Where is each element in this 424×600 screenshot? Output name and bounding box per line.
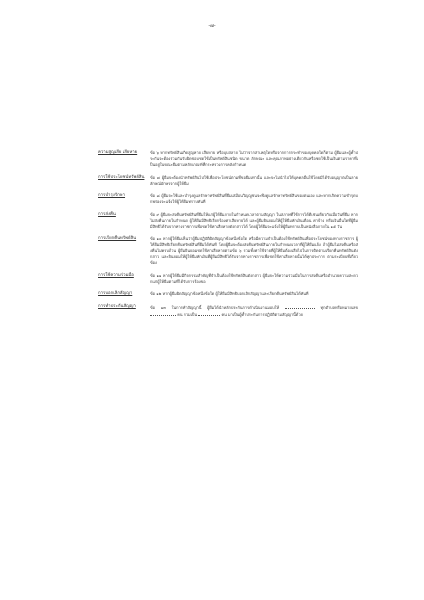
clause-text: คน รวมเป็น (176, 311, 199, 317)
clause-title: ความสูญเสีย เสียหาย (98, 150, 138, 155)
clause-body (150, 304, 358, 318)
clause-guarantee (98, 304, 358, 318)
fill-in-blank (285, 304, 315, 309)
clause-title: การส่งคืน (98, 211, 116, 217)
clause-text: ทุกตำบลหรือหมายเลข (314, 304, 358, 310)
page-number: -๗- (208, 23, 216, 29)
clause-body: ข้อ ๖ หากทรัพย์สินเกิดสูญหาย เสียหาย หรือบุบสลาย ไม่ว่าจากสาเหตุใดหรือจากการกระทำของบุคคลใดก็ตาม ผู้ยืมและผู้ค้ำประกันจะต้องร่วมกันรับผิดชอบชดใช้เป็นทรัพย์สินชนิด ขนาด ลักษณะ และคุณภาพอย่างเดียวกันหรือชดใช้เป็นเงินตามราคาที่เป็นอยู่ในขณะยืมตามหลักเกณฑ์ที่กระทรวงการคลังกำหนด (150, 150, 358, 167)
clause-text: คน มาเป็นผู้ค้ำประกันการปฏิบัติตามสัญญานี้ด้วย (220, 311, 303, 317)
clause-body: ข้อ ๑๐ หากผู้ให้ยืมเห็นว่าผู้ยืมปฏิบัติผิดสัญญาข้อหนึ่งข้อใด หรือมีความจำเป็นต้องใช้ทรัพย์สินเพื่อประโยชน์ของทางราชการ ผู้ให้ยืมมีสิทธิเรียกคืนทรัพย์สินที่ยืมได้ทันที โดยผู้ยืมจะต้องส่งคืนทรัพย์สินภายในกำหนดเวลาที่ผู้ให้ยืมแจ้ง ถ้าผู้ยืมไม่ส่งคืนหรือส่งคืนไม่ครบถ้วน ผู้ยืมยินยอมชดใช้ค่าเสียหายตามข้อ ๖ รวมทั้งค่าใช้จ่ายที่ผู้ให้ยืมต้องเสียไปในการติดตามเรียกคืนทรัพย์สินดังกล่าว และยินยอมให้ผู้ให้ยืมหักเงินที่ผู้ยืมมีสิทธิได้รับจากทางราชการเพื่อชดใช้ค่าเสียหายนั้นได้ทุกประการ ตามระเบียบที่เกี่ยวข้อง (150, 236, 358, 265)
clause-return (98, 212, 358, 230)
clause-use (98, 175, 358, 187)
clauses-list (98, 150, 358, 324)
clause-title: การเรียกคืนทรัพย์สิน (98, 236, 137, 241)
clause-body: ข้อ ๗ ผู้ยืมจะต้องนำทรัพย์สินไปใช้เพื่อประโยชน์ตามที่ขอยืมเท่านั้น และจะไม่นำไปให้บุคคลอื่นใช้โดยมิได้รับอนุญาตเป็นลายลักษณ์อักษรจากผู้ให้ยืม (150, 174, 358, 186)
clause-body: ข้อ ๑๑ หากผู้ให้ยืมมีกิจกรรมสำคัญที่จำเป็นต้องใช้ทรัพย์สินดังกล่าว ผู้ยืมจะให้ความร่วมมือในการส่งคืนหรืออำนวยความสะดวกแก่ผู้ให้ยืมตามที่ได้รับการร้องขอ (150, 272, 358, 284)
clause-body: ข้อ ๙ ผู้ยืมจะส่งคืนทรัพย์สินที่ยืมให้แก่ผู้ให้ยืมภายในกำหนดเวลาตามสัญญา ในสภาพที่ใช้การได้ดีเช่นเดียวกับเมื่อวันที่ยืม หากไม่ส่งคืนภายในกำหนด ผู้ให้ยืมมีสิทธิเรียกร้องค่าเสียหายได้ และผู้ยืมยินยอมให้ผู้ให้ยืมหักเงินเดือน ค่าจ้าง หรือเงินอื่นใดที่ผู้ยืมมีสิทธิได้รับจากทางราชการเพื่อชดใช้ค่าเสียหายดังกล่าวได้ โดยผู้ให้ยืมจะแจ้งให้ผู้ยืมทราบเป็นหนังสือภายใน ๑๕ วัน (150, 211, 358, 229)
clause-title: การทำประกันสัญญา (98, 303, 136, 309)
clause-termination (98, 291, 358, 297)
clause-body: ข้อ ๑๒ หากผู้ยืมผิดสัญญาข้อหนึ่งข้อใด ผู้ให้ยืมมีสิทธิบอกเลิกสัญญาและเรียกคืนทรัพย์สินได้ทันที (150, 291, 309, 296)
clause-text: ข้อ ๑๓ ในการทำสัญญานี้ ผู้ยืมได้นำหลักประกันการดำเนินงานมอบให้ (150, 304, 285, 310)
clause-title: การบำรุงรักษา (98, 193, 126, 198)
fill-in-blank (150, 311, 176, 316)
fill-in-blank (198, 311, 220, 316)
clause-maintenance (98, 193, 358, 205)
clause-damage (98, 150, 358, 168)
clause-title: การบอกเลิกสัญญา (98, 291, 133, 296)
clause-cooperation (98, 273, 358, 285)
clause-title: การใช้ประโยชน์ทรัพย์สิน (98, 174, 145, 180)
clause-body: ข้อ ๘ ผู้ยืมจะใช้และบำรุงดูแลรักษาทรัพย์สินที่ยืมเสมือนวิญญูชนจะพึงดูแลรักษาทรัพย์สินของตนเอง และหากเกิดความชำรุดบกพร่องจะแจ้งให้ผู้ให้ยืมทราบทันที (150, 193, 358, 204)
clause-title: การใช้ความร่วมมือ (98, 272, 134, 278)
clause-recall (98, 236, 358, 266)
